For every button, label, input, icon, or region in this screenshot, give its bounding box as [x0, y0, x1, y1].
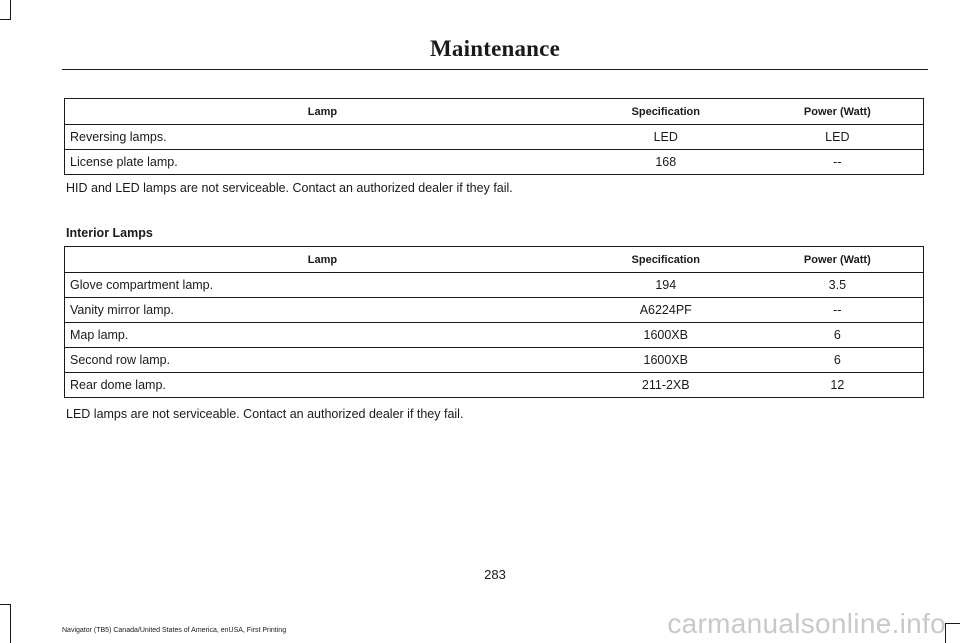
crop-mark — [0, 19, 11, 20]
cell-power: 12 — [752, 373, 924, 398]
cell-power: 6 — [752, 348, 924, 373]
edition-footer: Navigator (TB5) Canada/United States of America, enUSA, First Printing — [62, 627, 287, 634]
cell-lamp: License plate lamp. — [65, 150, 580, 175]
interior-note: LED lamps are not serviceable. Contact an authorized dealer if they fail. — [66, 407, 464, 421]
cell-lamp: Rear dome lamp. — [65, 373, 580, 398]
table-header-row — [65, 99, 924, 125]
cell-power: -- — [752, 298, 924, 323]
exterior-note: HID and LED lamps are not serviceable. Contact an authorized dealer if they fail. — [66, 181, 513, 195]
cell-lamp: Second row lamp. — [65, 348, 580, 373]
table-row — [65, 323, 924, 348]
cell-specification: A6224PF — [580, 298, 752, 323]
column-header-power: Power (Watt) — [752, 99, 924, 125]
column-header-lamp: Lamp — [65, 247, 580, 273]
page-title: Maintenance — [430, 36, 560, 61]
column-header-power: Power (Watt) — [752, 247, 924, 273]
crop-mark — [10, 0, 11, 20]
watermark: carmanualsonline.info — [667, 608, 946, 639]
exterior-lamp-table — [64, 98, 924, 175]
cell-specification: LED — [580, 125, 752, 150]
cell-power: 6 — [752, 323, 924, 348]
cell-specification: 1600XB — [580, 323, 752, 348]
cell-lamp: Vanity mirror lamp. — [65, 298, 580, 323]
cell-lamp: Glove compartment lamp. — [65, 273, 580, 298]
cell-power: LED — [752, 125, 924, 150]
crop-mark — [945, 623, 960, 624]
cell-specification: 194 — [580, 273, 752, 298]
table-header-row — [65, 247, 924, 273]
column-header-specification: Specification — [580, 247, 752, 273]
crop-mark — [10, 604, 11, 643]
table-row — [65, 298, 924, 323]
cell-specification: 1600XB — [580, 348, 752, 373]
interior-lamps-heading: Interior Lamps — [66, 226, 153, 240]
table-row — [65, 348, 924, 373]
cell-power: -- — [752, 150, 924, 175]
page-number: 283 — [484, 567, 506, 582]
table-row — [65, 150, 924, 175]
cell-specification: 211-2XB — [580, 373, 752, 398]
table-row — [65, 125, 924, 150]
table-row — [65, 373, 924, 398]
table-row — [65, 273, 924, 298]
interior-lamp-table — [64, 246, 924, 398]
header-divider — [62, 69, 928, 70]
cell-lamp: Reversing lamps. — [65, 125, 580, 150]
column-header-specification: Specification — [580, 99, 752, 125]
cell-lamp: Map lamp. — [65, 323, 580, 348]
cell-power: 3.5 — [752, 273, 924, 298]
column-header-lamp: Lamp — [65, 99, 580, 125]
cell-specification: 168 — [580, 150, 752, 175]
crop-mark — [0, 604, 11, 605]
